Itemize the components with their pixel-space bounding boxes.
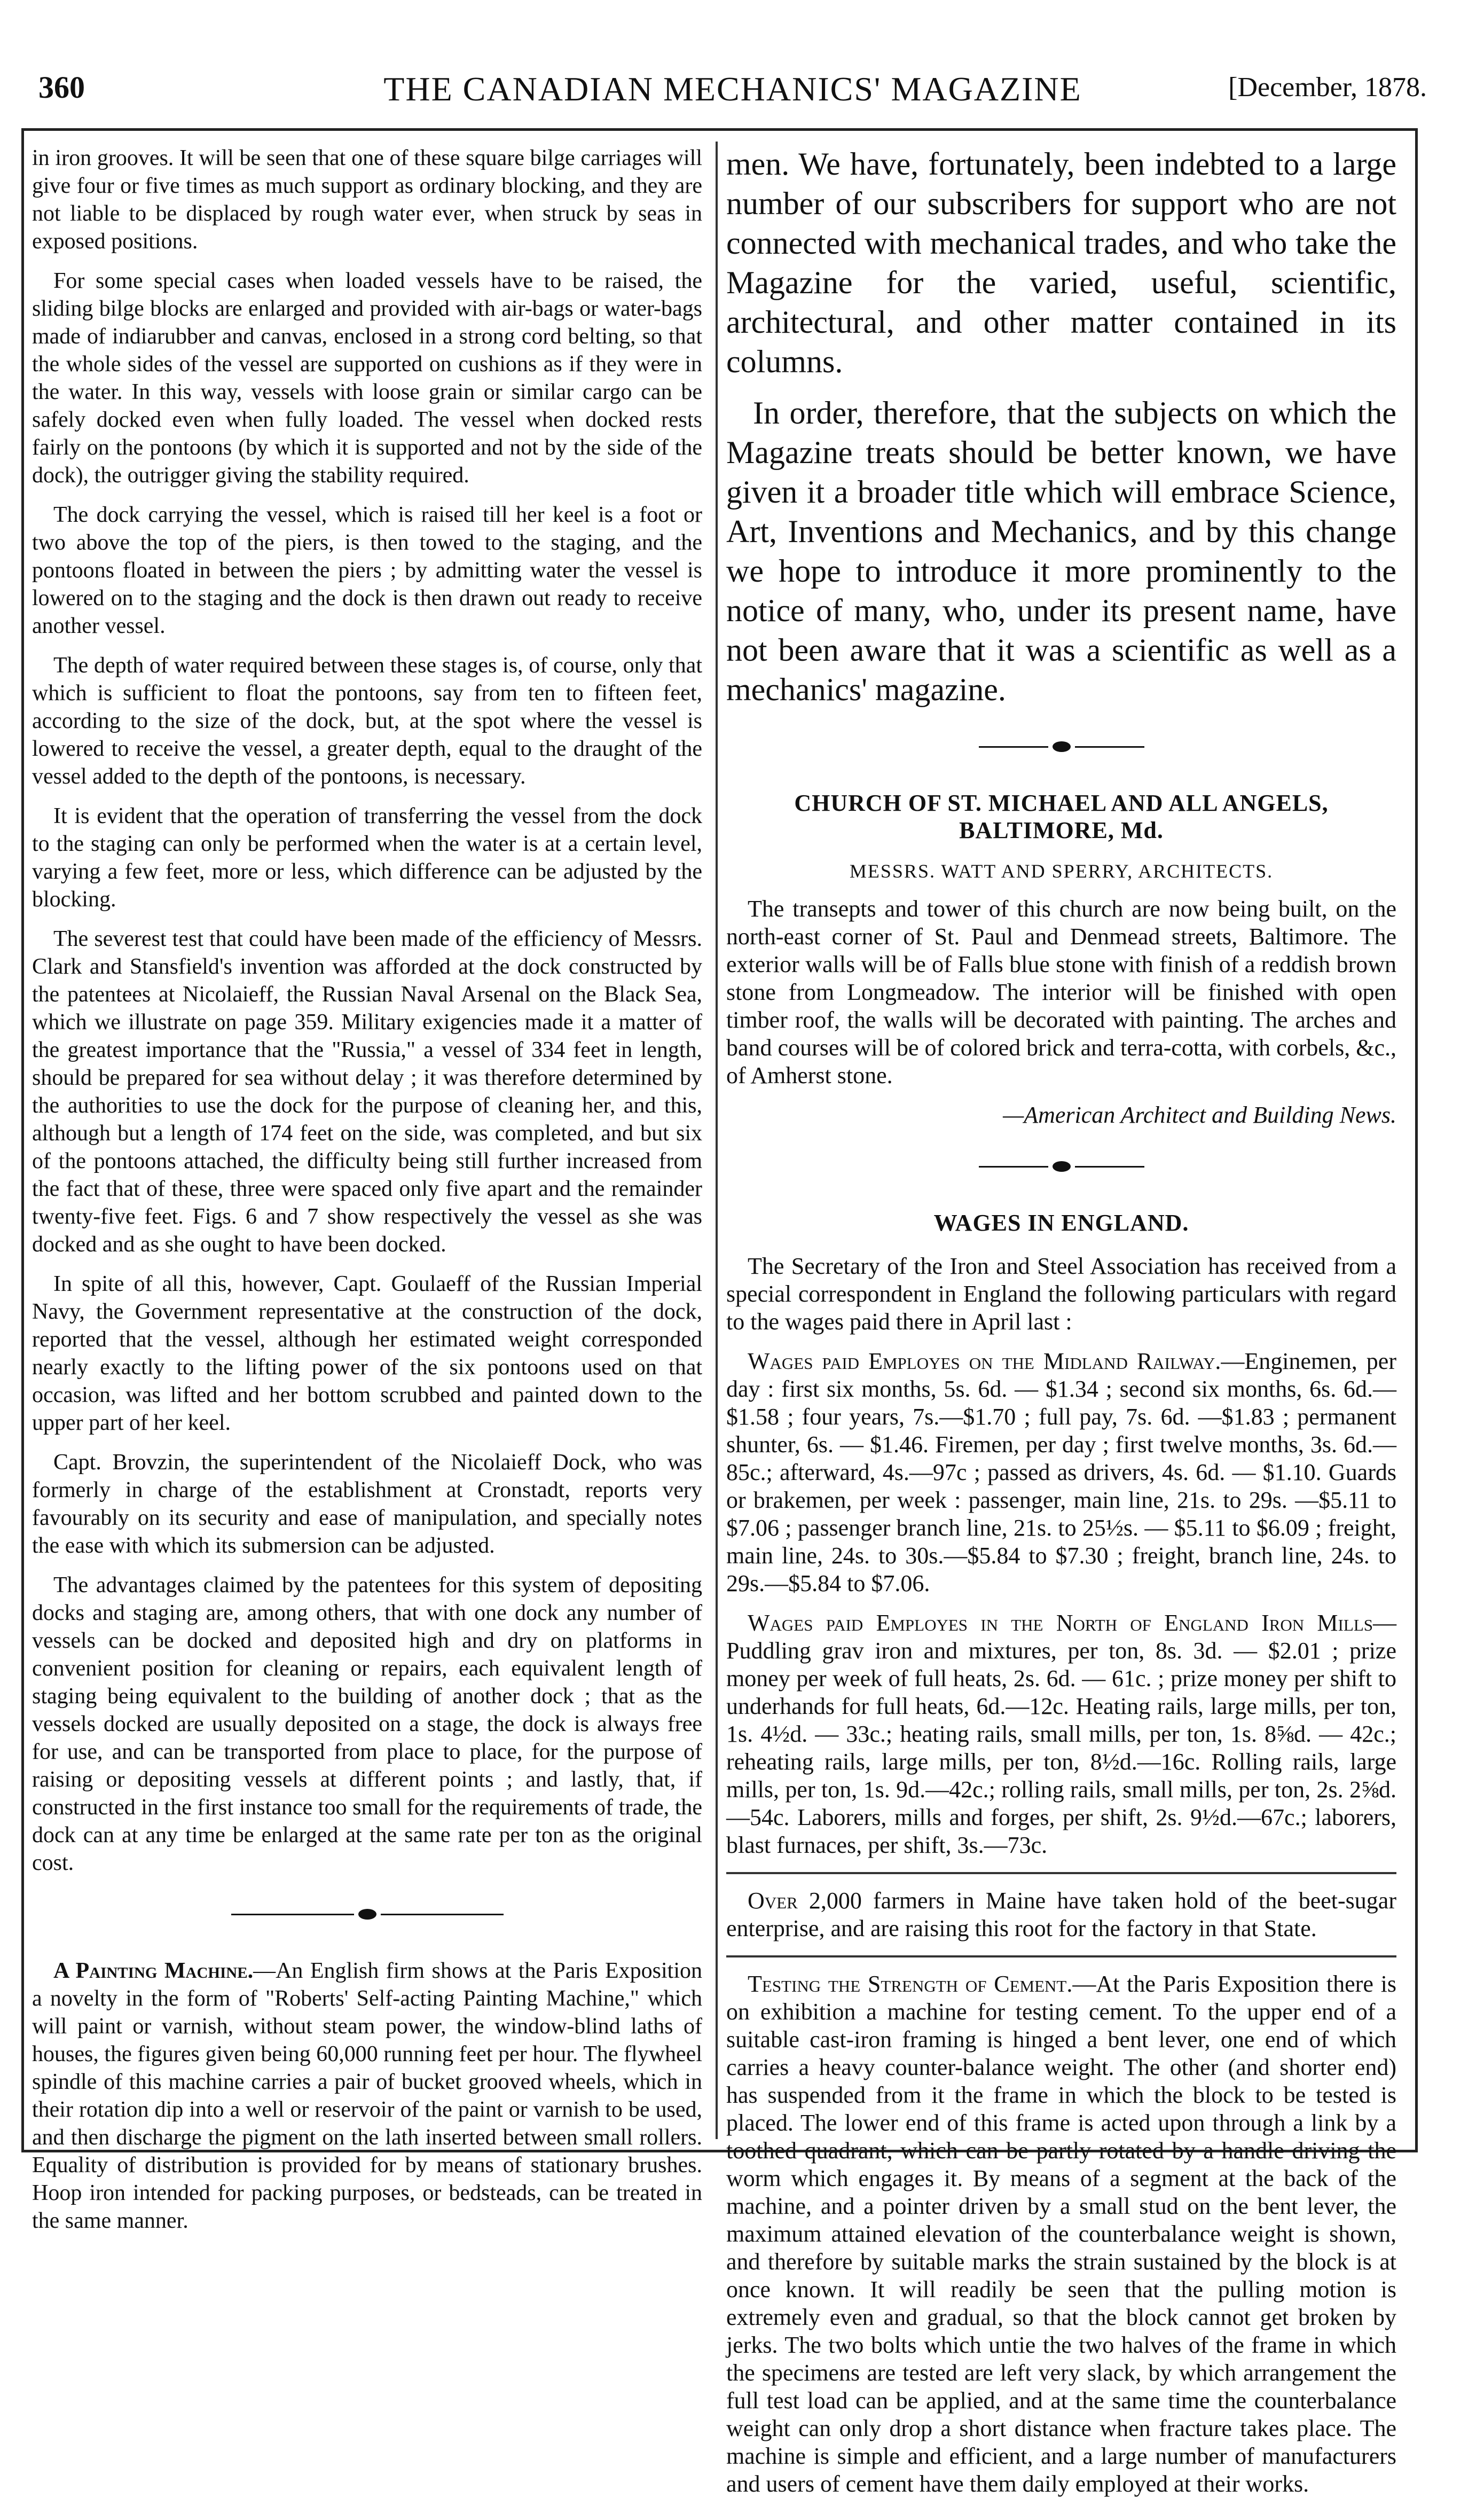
farmers-lead: Over — [748, 1888, 798, 1914]
article-paragraph: The depth of water required between these stages is, of course, only that which is sufficient to float the pontoons, say from ten to fifteen feet, according to the size of the dock, but, at the spot where the vessel is lowered to receive the vessel, a greater depth, equal to the draught of the vessel added to the depth of the pontoons, is necessary. — [32, 653, 702, 789]
left-column — [32, 144, 702, 2233]
section-divider — [726, 1872, 1396, 1874]
article-paragraph: In spite of all this, however, Capt. Goulaeff of the Russian Imperial Navy, the Government representative at the construction of the dock, reported that the vessel, although her estimated weight corresponded nearly exactly to the lifting power of the six pontoons used on that occasion, was lifted and her bottom scrubbed and painted down to the upper part of her keel. — [32, 1272, 702, 1435]
painting-machine-paragraph — [32, 1957, 702, 2235]
article-paragraph: Capt. Brovzin, the superintendent of the Nicolaieff Dock, who was formerly in charge of the establishment at Cronstadt, reports very favourably on its security and ease of manipulation, and specially notes the ease with which its submersion can be adjusted. — [32, 1450, 702, 1558]
intro-paragraph: In order, therefore, that the subjects on which the Magazine treats should be better known, we have given it a broader title which will embrace Science, Art, Inventions and Mechanics, and by this change we hope to introduce it more prominently to the notice of many, who, under its present name, have not been aware that it was a scientific as well as a mechanics' magazine. — [726, 395, 1396, 707]
wages-midland-paragraph — [726, 1348, 1396, 1598]
cement-paragraph — [726, 1970, 1396, 2498]
wages-midland-title: Wages paid Employes on the Midland Railway. — [748, 1348, 1221, 1374]
wages-north-text: — Puddling grav iron and mixtures, per ton, 8s. 3d. — $2.01 ; prize money per week of full heats, 2s. 6d. — 61c. ; prize money per shift to underhands for full heats, 6d.—12c. Heating rails, large mills, per ton, 1s. 4½d. — 33c.; heating rails, small mills, per ton, 1s. 8⅝d. — 42c.; reheating rails, large mills, per ton, 8½d.—16c. Rolling rails, large mills, per ton, 1s. 9d.—42c.; rolling rails, small mills, per ton, 2s. 2⅝d.—54c. Laborers, mills and forges, per shift, 2s. 9½d.—67c.; laborers, blast furnaces, per shift, 3s.—73c. — [726, 1610, 1396, 1858]
article-paragraph: The advantages claimed by the patentees for this system of depositing docks and staging are, among others, that with one dock any number of vessels can be docked and deposited high and dry on platforms in convenient position for cleaning or repairs, each equivalent length of staging being equivalent to the building of another dock ; that as the vessels docked are usually deposited on a stage, the dock is always free for use, and can be transported from place to place, for the purpose of raising or depositing vessels at different points ; and lastly, that, if constructed in the first instance too small for the requirements of trade, the dock can at any time be enlarged at the same rate per ton as the original cost. — [32, 1573, 702, 1875]
section-ornament — [32, 1909, 702, 1920]
church-paragraph: The transepts and tower of this church are now being built, on the north-east corner of St. Paul and Denmead streets, Baltimore. The exterior walls will be of Falls blue stone with finish of a reddish brown stone from Longmeadow. The interior will be finished with open timber roof, the walls will be decorated with painting. The arches and band courses will be of colored brick and terra-cotta, with corbels, &c., of Amherst stone. — [726, 896, 1396, 1089]
painting-machine-text: —An English firm shows at the Paris Exposition a novelty in the form of "Roberts' Self-acting Painting Machine," which will paint or varnish, without steam power, the window-blind laths of houses, the figures given being 60,000 running feet per hour. The flywheel spindle of this machine carries a pair of bucket grooved wheels, which in their rotation dip into a well or reservoir of the paint or varnish to be used, and then discharge the pigment on the lath inserted between small rollers. Equality of distribution is provided for by means of stationary brushes. Hoop iron intended for packing purposes, or bedsteads, can be treated in the same manner. — [32, 1959, 702, 2233]
farmers-paragraph — [726, 1887, 1396, 1943]
wages-heading: WAGES IN ENGLAND. — [933, 1210, 1189, 1236]
issue-date: [December, 1878. — [1228, 72, 1427, 103]
church-architects: MESSRS. WATT AND SPERRY, ARCHITECTS. — [849, 860, 1274, 882]
article-paragraph: The severest test that could have been made of the efficiency of Messrs. Clark and Stansfield's invention was afforded at the dock constructed by the patentees at Nicolaieff, the Russian Naval Arsenal on the Black Sea, which we illustrate on page 359. Military exigencies made it a matter of the greatest importance that the "Russia," a vessel of 334 feet in length, should be prepared for sea without delay ; it was therefore determined by the authorities to use the dock for the purpose of cleaning her, and this, although but a length of 174 feet on the side, was completed, and but six of the pontoons attached, the difficulty being still further increased from the fact that of these, three were spaced only five apart and the remainder twenty-five feet. Figs. 6 and 7 show respectively the vessel as she was docked and as she ought to have been docked. — [32, 927, 702, 1257]
cement-text: —At the Paris Exposition there is on exhibition a machine for testing cement. To the upper end of a suitable cast-iron framing is hinged a bent lever, one end of which carries a heavy counter-balance weight. The other (and shorter end) has suspended from it the frame in which the block to be tested is placed. The lower end of this frame is acted upon through a link by a toothed quadrant, which can be partly rotated by a handle driving the worm which engages it. By means of a segment at the back of the machine, and a pointer driven by a small stud on the bent lever, the maximum attained elevation of the counterbalance weight is shown, and therefore by suitable marks the strain sustained by the block is at once known. It will readily be seen that the pulling motion is extremely even and gradual, so that the block cannot get broken by jerks. The two bolts which untie the two halves of the frame in which the specimens are tested are left very slack, by which arrangement the full test load can be applied, and at the same time the counterbalance weight can only drop a short distance when fracture takes place. The machine is simple and efficient, and a large number of manufacturers and users of cement have them daily employed at their works. — [726, 1971, 1397, 2497]
right-column — [726, 144, 1397, 2497]
cement-title: Testing the Strength of Cement. — [748, 1971, 1073, 1997]
page-header — [38, 69, 1427, 112]
page-number: 360 — [38, 70, 85, 105]
article-paragraph: It is evident that the operation of transferring the vessel from the dock to the staging can only be performed when the water is at a certain level, varying a few feet, more or less, which difference can be adjusted by the blocking. — [32, 804, 702, 912]
magazine-title: THE CANADIAN MECHANICS' MAGAZINE — [383, 70, 1082, 108]
intro-paragraph: men. We have, fortunately, been indebted to a large number of our subscribers for support who are not connected with mechanical trades, and who take the Magazine for the varied, useful, scientific, architectural, and other matter contained in its columns. — [726, 146, 1396, 379]
column-divider — [716, 142, 718, 2139]
wages-midland-text: —Enginemen, per day : first six months, 5s. 6d. — $1.34 ; second six months, 6s. 6d.—$1.58 ; four years, 7s.—$1.70 ; full pay, 7s. 6d. —$1.83 ; permanent shunter, 6s. — $1.46. Firemen, per day ; first twelve months, 3s. 6d.—85c.; afterward, 4s.—97c ; passed as drivers, 4s. 6d. — $1.10. Guards or brakemen, per week : passenger, main line, 21s. to 29s. —$5.11 to $7.06 ; passenger branch line, 21s. to 25½s. — $5.11 to $6.09 ; freight, main line, 24s. to 30s.—$5.84 to $7.30 ; freight, branch line, 24s. to 29s.—$5.84 to $7.06. — [726, 1348, 1396, 1596]
intro-section — [726, 144, 1396, 709]
article-paragraph: in iron grooves. It will be seen that one of these square bilge carriages will give four or five times as much support as ordinary blocking, and they are not liable to be displaced by rough water ever, when struck by seas in exposed positions. — [32, 146, 702, 254]
section-ornament — [726, 1161, 1396, 1172]
church-heading: CHURCH OF ST. MICHAEL AND ALL ANGELS, BALTIMORE, Md. — [794, 790, 1329, 843]
wages-north-paragraph — [726, 1609, 1396, 1859]
farmers-text: 2,000 farmers in Maine have taken hold of the beet-sugar enterprise, and are raising this root for the factory in that State. — [726, 1888, 1396, 1941]
article-paragraph: For some special cases when loaded vessels have to be raised, the sliding bilge blocks are enlarged and provided with air-bags or water-bags made of indiarubber and canvas, enclosed in a strong cord belting, so that the whole sides of the vessel are supported on cushions as if they were in the water. In this way, vessels with loose grain or similar cargo can be safely docked even when fully loaded. The vessel when docked rests fairly on the pontoons (by which it is supported and not by the side of the dock), the outrigger giving the stability required. — [32, 269, 702, 488]
wages-intro: The Secretary of the Iron and Steel Association has received from a special correspondent in England the following particulars with regard to the wages paid there in April last : — [726, 1253, 1396, 1335]
article-paragraph: The dock carrying the vessel, which is raised till her keel is a foot or two above the top of the piers, is then towed to the staging, and the pontoons floated in between the piers ; by admitting water the vessel is lowered on to the staging and the dock is then drawn out ready to receive another vessel. — [32, 503, 702, 638]
church-credit: —American Architect and Building News. — [1003, 1102, 1396, 1128]
section-divider — [726, 1955, 1396, 1957]
wages-north-title: Wages paid Employes in the North of England Iron Mills — [748, 1610, 1373, 1636]
section-ornament — [726, 741, 1396, 752]
painting-machine-title: A Painting Machine. — [53, 1959, 254, 1983]
